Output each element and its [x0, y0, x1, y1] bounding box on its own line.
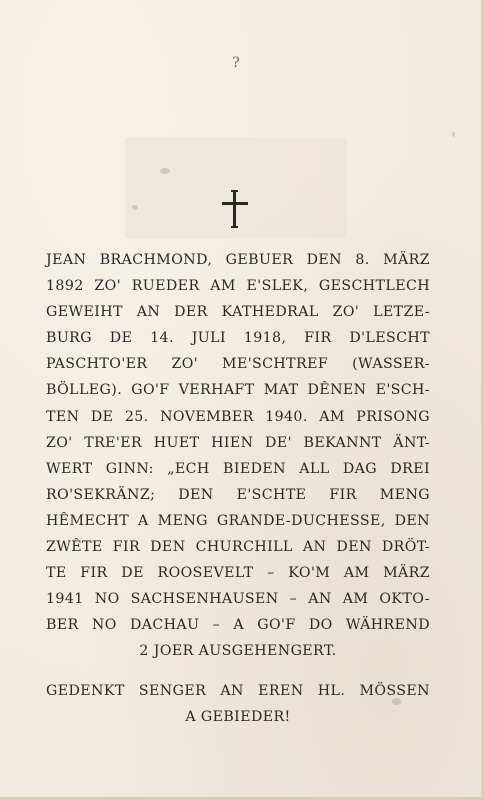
text-line: TE FIR DE ROOSEVELT – KO'M AM MÄRZ — [46, 565, 430, 582]
cross-icon — [222, 190, 248, 228]
text-line: BER NO DACHAU – A GO'F DO WÄHREND — [46, 617, 430, 634]
prayer-request — [46, 678, 430, 730]
text-line: 1941 NO SACHSENHAUSEN – AN AM OKTO- — [46, 591, 430, 608]
paper-stain — [160, 168, 170, 174]
biography-text — [46, 247, 430, 665]
text-line: BÖLLEG). GO'F VERHAFT MAT DÊNEN E'SCH- — [46, 382, 430, 399]
text-line: RO'SEKRÄNZ; DEN E'SCHTE FIR MENG — [46, 486, 430, 503]
text-line: 1892 ZO' RUEDER AM E'SLEK, GESCHTLECH — [46, 278, 430, 295]
text-line: HÊMECHT A MENG GRANDE-DUCHESSE, DEN — [46, 512, 430, 529]
paper-stain — [452, 132, 455, 137]
pencil-mark: ? — [232, 55, 240, 71]
text-line: BURG DE 14. JULI 1918, FIR D'LESCHT — [46, 330, 430, 347]
text-line: TEN DE 25. NOVEMBER 1940. AM PRISONG — [46, 408, 430, 425]
text-line: GEWEIHT AN DER KATHEDRAL ZO' LETZE- — [46, 304, 430, 321]
text-line: WERT GINN: „ECH BIEDEN ALL DAG DREI — [46, 460, 430, 477]
text-line: 2 JOER AUSGEHENGERT. — [139, 643, 337, 660]
text-line: ZO' TRE'ER HUET HIEN DE' BEKANNT ÄNT- — [46, 434, 430, 451]
text-line: ZWÊTE FIR DEN CHURCHILL AN DEN DRÖT- — [46, 539, 430, 556]
closing-line: GEDENKT SENGER AN EREN HL. MÖSSEN — [46, 683, 430, 699]
paper-stain — [132, 205, 138, 210]
closing-line: A GEBIEDER! — [185, 709, 291, 725]
text-line: JEAN BRACHMOND, GEBUER DEN 8. MÄRZ — [46, 252, 430, 268]
text-line: PASCHTO'ER ZO' ME'SCHTREF (WASSER- — [46, 356, 430, 373]
